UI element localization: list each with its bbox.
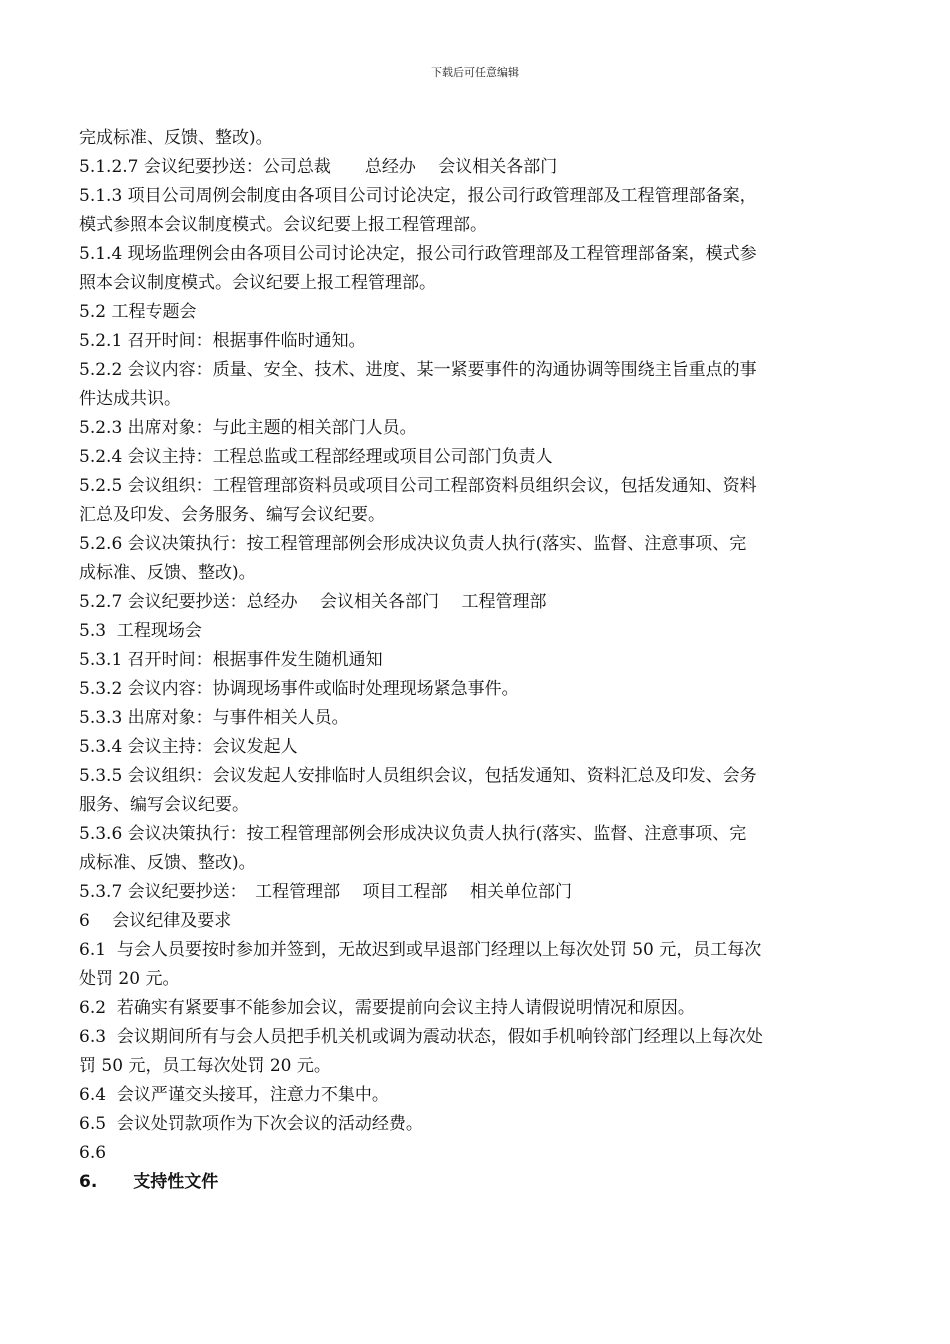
body-line: 5.2.5 会议组织：工程管理部资料员或项目公司工程部资料员组织会议，包括发通知、资料: [79, 476, 757, 496]
body-line: 罚 50 元，员工每次处罚 20 元。: [79, 1056, 331, 1076]
body-line: 5.2.1 召开时间：根据事件临时通知。: [79, 331, 366, 351]
body-line: 完成标准、反馈、整改)。: [79, 128, 273, 148]
body-line: 服务、编写会议纪要。: [79, 795, 249, 815]
section-title: 6 会议纪律及要求: [79, 911, 232, 931]
body-line: 处罚 20 元。: [79, 969, 180, 989]
section-heading: [79, 1168, 849, 1197]
body-line: 5.1.2.7 会议纪要抄送：公司总裁 总经办 会议相关各部门: [79, 157, 558, 177]
body-line: 5.3.5 会议组织：会议发起人安排临时人员组织会议，包括发通知、资料汇总及印发、会务: [79, 766, 757, 786]
body-line: 5.2.2 会议内容：质量、安全、技术、进度、某一紧要事件的沟通协调等围绕主旨重点的事: [79, 360, 757, 380]
body-line: 6.4 会议严谨交头接耳，注意力不集中。: [79, 1085, 389, 1105]
body-line: 件达成共识。: [79, 389, 181, 409]
body-line: 6.1 与会人员要按时参加并签到，无故迟到或早退部门经理以上每次处罚 50 元，员工每次: [79, 940, 762, 960]
body-line: 5.3.2 会议内容：协调现场事件或临时处理现场紧急事件。: [79, 679, 519, 699]
body-line: 5.2.3 出席对象：与此主题的相关部门人员。: [79, 418, 417, 438]
body-line: 5.3.1 召开时间：根据事件发生随机通知: [79, 650, 383, 670]
body-line: 模式参照本会议制度模式。会议纪要上报工程管理部。: [79, 215, 487, 235]
body-line: 5.2.6 会议决策执行：按工程管理部例会形成决议负责人执行(落实、监督、注意事项、完: [79, 534, 747, 554]
body-line: 6.2 若确实有紧要事不能参加会议，需要提前向会议主持人请假说明情况和原因。: [79, 998, 695, 1018]
body-line: 5.2.7 会议纪要抄送：总经办 会议相关各部门 工程管理部: [79, 592, 547, 612]
section-heading-number: 6.: [79, 1172, 98, 1192]
body-line: 5.1.4 现场监理例会由各项目公司讨论决定，报公司行政管理部及工程管理部备案，模式参: [79, 244, 757, 264]
body-line: 5.3.6 会议决策执行：按工程管理部例会形成决议负责人执行(落实、监督、注意事项、完: [79, 824, 747, 844]
body-line: 5.2.4 会议主持：工程总监或工程部经理或项目公司部门负责人: [79, 447, 553, 467]
body-line: 5.3.7 会议纪要抄送： 工程管理部 项目工程部 相关单位部门: [79, 882, 572, 902]
section-title: 5.2 工程专题会: [79, 302, 197, 322]
body-line: 5.3.3 出席对象：与事件相关人员。: [79, 708, 349, 728]
body-line: 成标准、反馈、整改)。: [79, 853, 256, 873]
body-line: 6.6: [79, 1143, 107, 1163]
body-line: 5.1.3 项目公司周例会制度由各项目公司讨论决定，报公司行政管理部及工程管理部备案，: [79, 186, 757, 206]
document-body: [79, 124, 849, 1197]
body-line: 6.5 会议处罚款项作为下次会议的活动经费。: [79, 1114, 423, 1134]
section-heading-title: 支持性文件: [133, 1172, 219, 1192]
section-title: 5.3 工程现场会: [79, 621, 202, 641]
body-line: 5.3.4 会议主持：会议发起人: [79, 737, 298, 757]
body-line: 照本会议制度模式。会议纪要上报工程管理部。: [79, 273, 436, 293]
body-line: 成标准、反馈、整改)。: [79, 563, 256, 583]
body-line: 汇总及印发、会务服务、编写会议纪要。: [79, 505, 385, 525]
body-line: 6.3 会议期间所有与会人员把手机关机或调为震动状态，假如手机响铃部门经理以上每次处: [79, 1027, 763, 1047]
page-header: 下载后可任意编辑: [431, 66, 519, 79]
